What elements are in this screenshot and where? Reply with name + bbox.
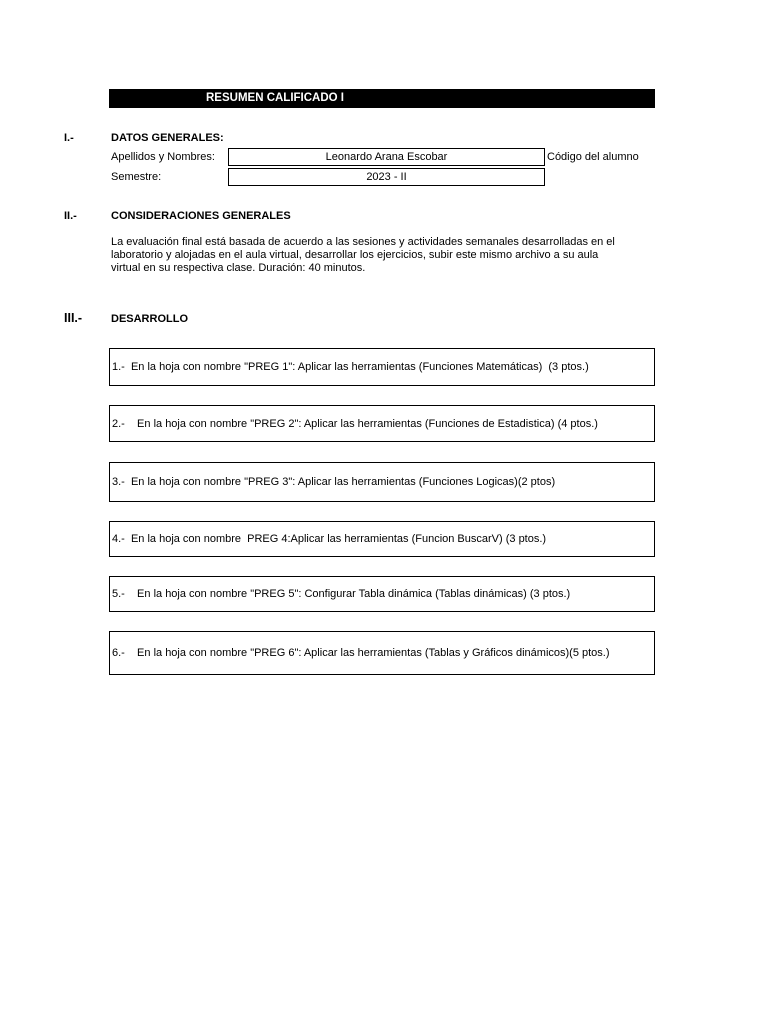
semester-field[interactable]: 2023 - II — [228, 168, 545, 186]
student-code-label: Código del alumno — [547, 151, 639, 163]
semester-label: Semestre: — [111, 171, 162, 183]
considerations-paragraph — [111, 236, 641, 275]
question-5-box: 5.- En la hoja con nombre "PREG 5": Configurar Tabla dinámica (Tablas dinámicas) (3 ptos.) — [109, 576, 655, 612]
section-2-number: II.- — [64, 210, 77, 222]
paragraph-line: virtual en su respectiva clase. Duración: 40 minutos. — [111, 262, 366, 274]
question-3-box: 3.- En la hoja con nombre "PREG 3": Aplicar las herramientas (Funciones Logicas)(2 ptos) — [109, 462, 655, 502]
page-title: RESUMEN CALIFICADO I — [206, 92, 344, 104]
section-3-heading: DESARROLLO — [111, 313, 188, 325]
paragraph-line: La evaluación final está basada de acuerdo a las sesiones y actividades semanales desarrolladas en el — [111, 236, 615, 248]
section-3-number: III.- — [64, 311, 83, 325]
section-1-number: I.- — [64, 132, 74, 144]
paragraph-line: laboratorio y alojadas en el aula virtual, desarrollar los ejercicios, subir este mismo archivo a su aula — [111, 249, 599, 261]
question-2-box: 2.- En la hoja con nombre "PREG 2": Aplicar las herramientas (Funciones de Estadistica) (4 ptos.) — [109, 405, 655, 442]
title-bar — [109, 89, 655, 108]
section-2-heading: CONSIDERACIONES GENERALES — [111, 210, 291, 222]
section-1-heading: DATOS GENERALES: — [111, 132, 224, 144]
name-field[interactable]: Leonardo Arana Escobar — [228, 148, 545, 166]
question-4-box: 4.- En la hoja con nombre PREG 4:Aplicar las herramientas (Funcion BuscarV) (3 ptos.) — [109, 521, 655, 557]
name-label: Apellidos y Nombres: — [111, 151, 215, 163]
question-1-box: 1.- En la hoja con nombre "PREG 1": Aplicar las herramientas (Funciones Matemáticas) (3 ptos.) — [109, 348, 655, 386]
question-6-box: 6.- En la hoja con nombre "PREG 6": Aplicar las herramientas (Tablas y Gráficos dinámicos)(5 ptos.) — [109, 631, 655, 675]
